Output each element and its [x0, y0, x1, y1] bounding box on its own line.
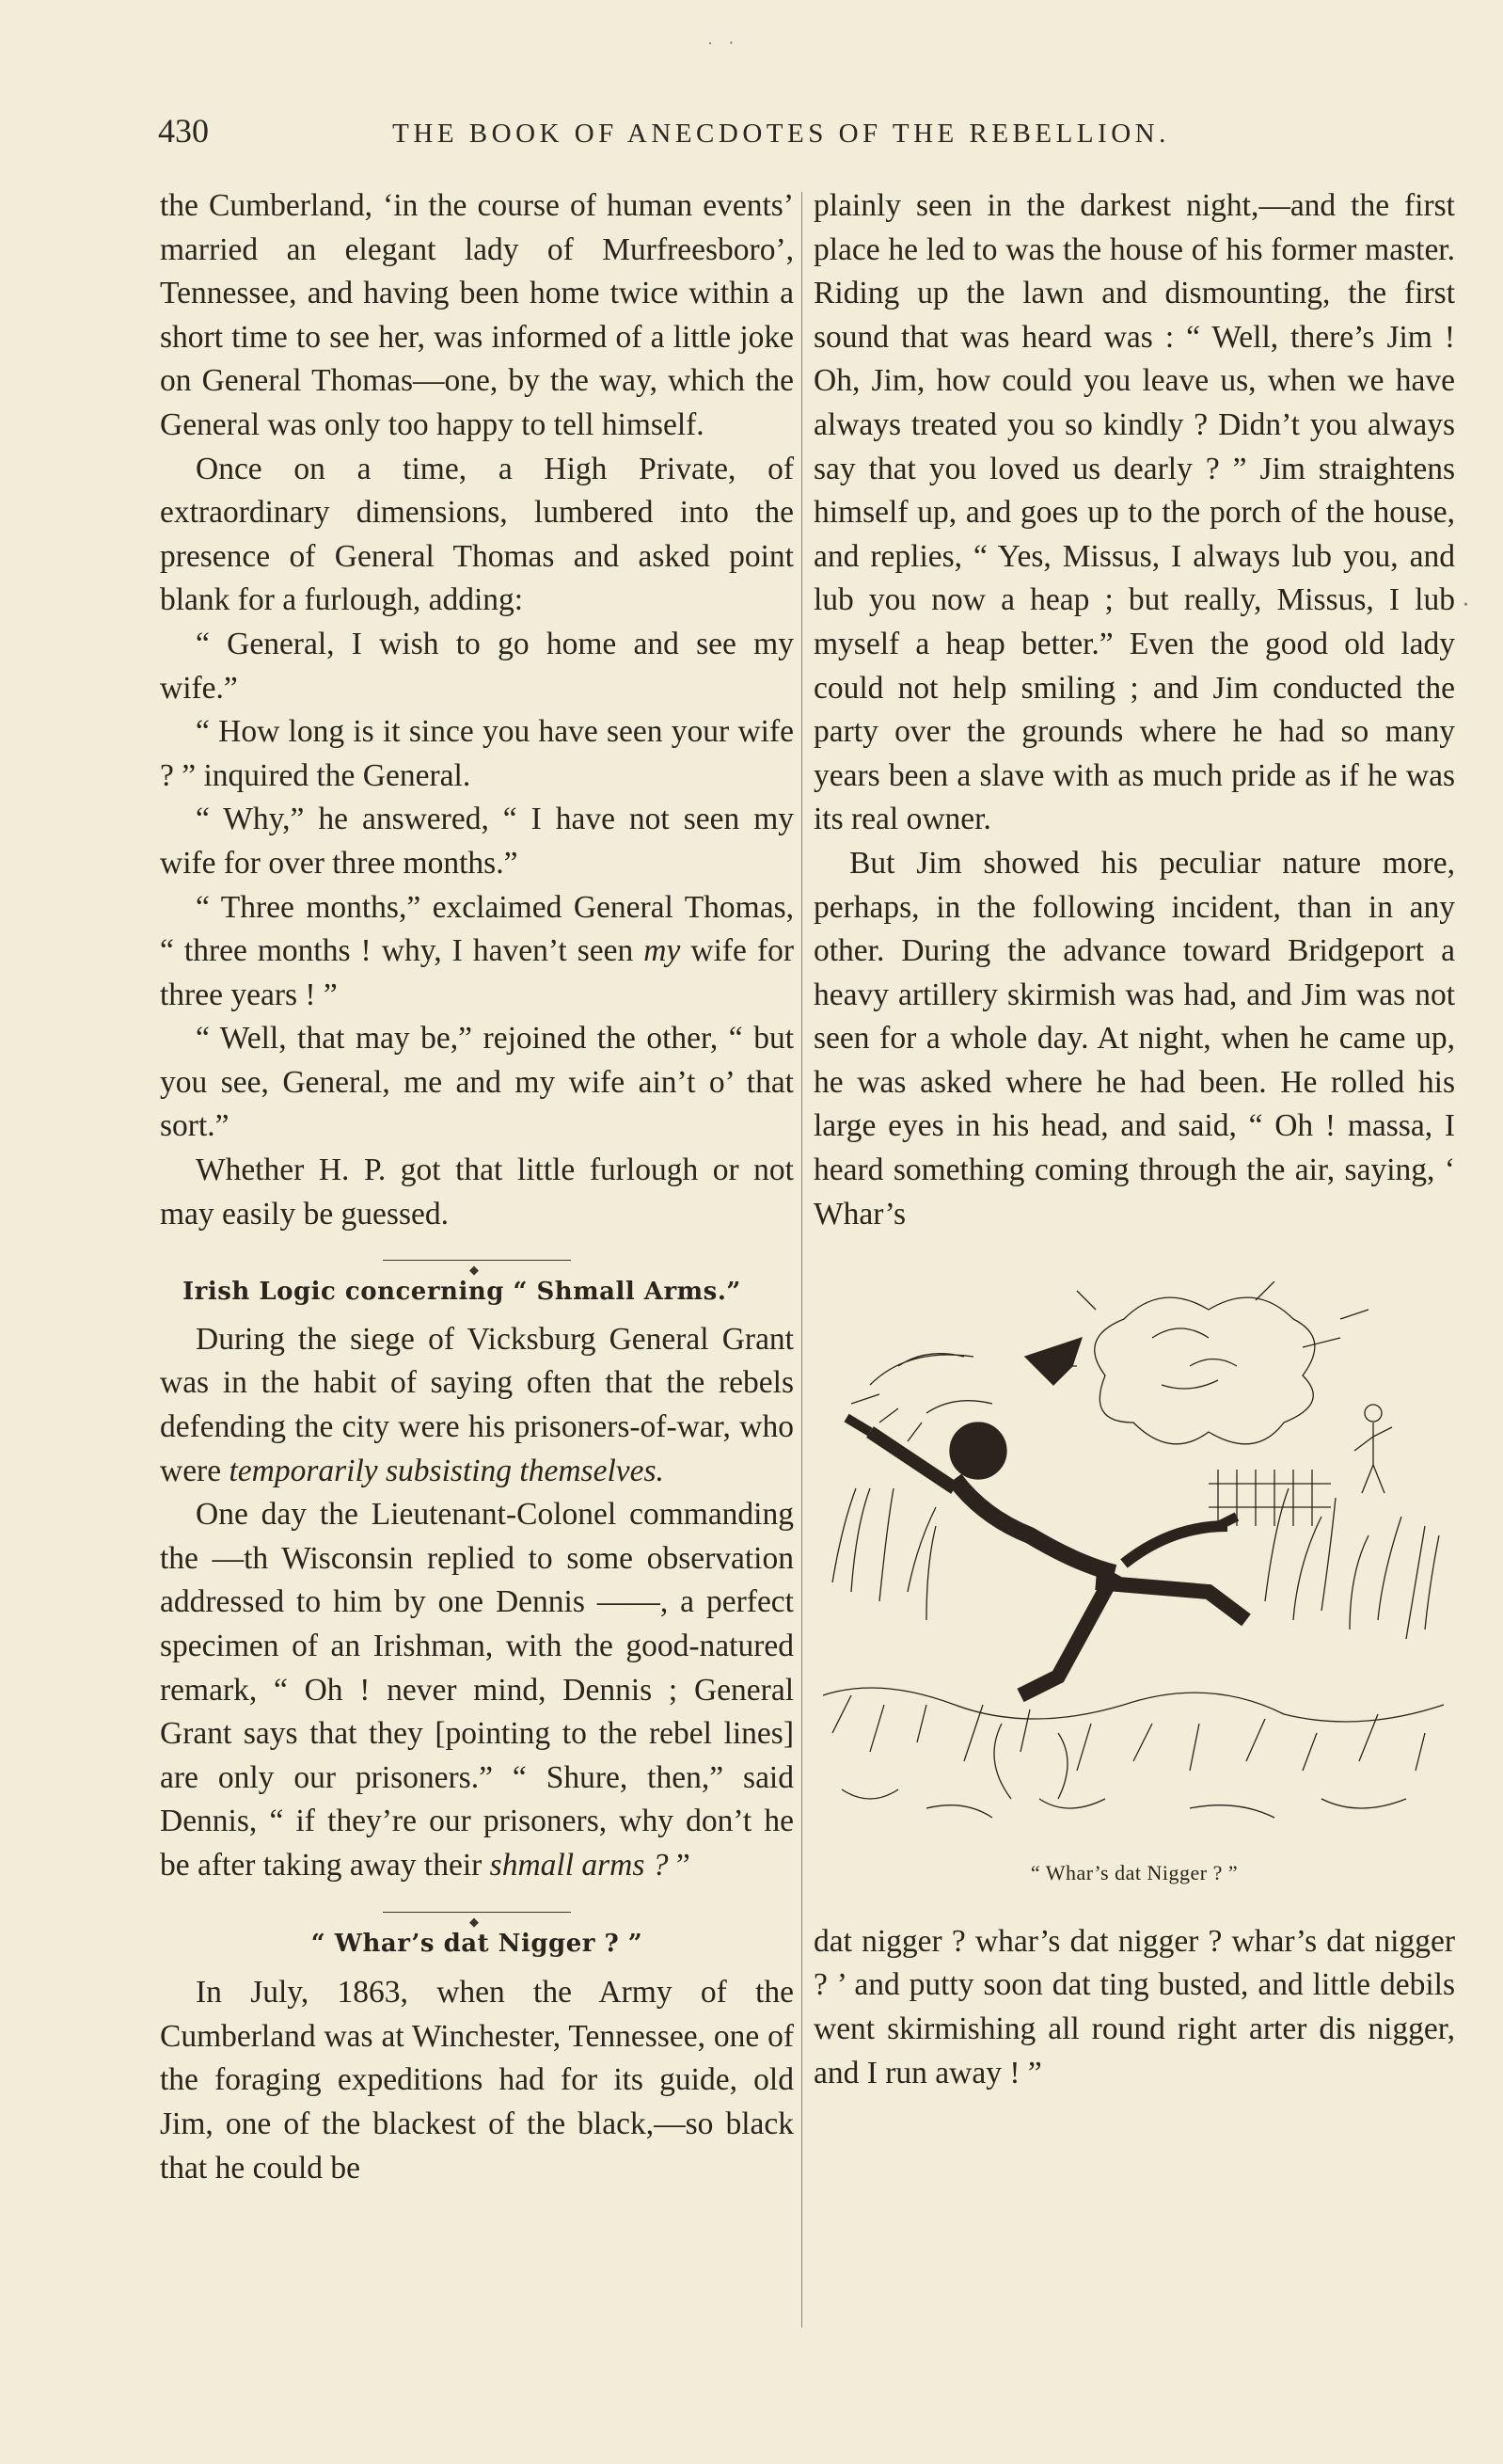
paragraph: Once on a time, a High Private, of extraordinary dimensions, lumbered into the presence of General Thomas and asked point blank for a furlough, adding: — [160, 451, 794, 618]
running-title: THE BOOK OF ANECDOTES OF THE REBELLION. — [392, 119, 1170, 149]
section-separator — [383, 1905, 571, 1918]
column-divider — [801, 192, 802, 2328]
emphasis: shmall arms ? — [489, 1847, 669, 1883]
illustration-caption: “ Whar’s dat Nigger ? ” — [1030, 1861, 1239, 1885]
section-heading: “ Whar’s dat Nigger ? ” — [310, 1929, 643, 1958]
print-specks: · ‧ — [707, 34, 740, 53]
page-header — [158, 111, 1324, 151]
paragraph: But Jim showed his peculiar nature more, perhaps, in the following incident, than in any other. During the advance toward Bridgeport a heavy artillery skirmish was had, and Jim was not seen for a whole day. At night, when he came up, he was asked where he had been. He rolled his large eyes in his head, and said, “ Oh ! massa, I heard something coming through the air, saying, ‘ Whar’s — [814, 845, 1455, 1232]
engraving-image — [814, 1281, 1455, 1846]
paragraph: In July, 1863, when the Army of the Cumberland was at Winchester, Tennessee, one of the foraging expeditions had for its guide, old Jim, one of the blackest of the black,—so black that he could be — [160, 1975, 794, 2186]
section-separator — [383, 1253, 571, 1266]
text-run: wife for three years ! ” — [160, 933, 795, 1012]
text-run: One day the Lieutenant-Colonel commanding the —th Wisconsin replied to some observation addressed to him by one Dennis ——, a perfect specimen of an Irishman, with the good-natured remark, “ Oh ! never mind, Dennis ; General Grant says that they [pointing to the rebel lines] are only our prisoners.” “ Shure, then,” said Dennis, “ if they’re our prisoners, why don’t he be after taking away their — [160, 1497, 794, 1883]
right-column — [814, 184, 1455, 2095]
emphasis: my — [643, 933, 681, 969]
text-run: During the siege of Vicksburg General Grant was in the habit of saying often that the rebels defending the city were his prisoners-of-war, who were — [160, 1321, 794, 1488]
section-heading: Irish Logic concerning “ Shmall Arms.” — [182, 1278, 741, 1307]
paragraph: dat nigger ? whar’s dat nigger ? whar’s dat nigger ? ’ and putty soon dat ting busted, and little debils went skirmishing all round right arter dis nigger, and I run away ! ” — [814, 1923, 1455, 2090]
paragraph: the Cumberland, ‘in the course of human events’ married an elegant lady of Murfreesboro’, Tennessee, and having been home twice within a short time to see her, was informed of a little joke on General Thomas—one, by the way, which the General was only too happy to tell himself. — [160, 188, 794, 442]
paragraph — [160, 1493, 794, 1887]
paragraph: Whether H. P. got that little furlough or not may easily be guessed. — [160, 1153, 794, 1232]
emphasis: temporarily subsisting themselves. — [229, 1453, 664, 1488]
paragraph: “ Well, that may be,” rejoined the other, “ but you see, General, me and my wife ain’t o’ that sort.” — [160, 1021, 794, 1144]
paragraph — [160, 886, 794, 1018]
page-number: 430 — [158, 112, 209, 150]
text-run: ” — [668, 1847, 690, 1883]
text-run: “ Three months,” exclaimed General Thomas, “ three months ! why, I haven’t seen — [160, 889, 794, 969]
left-column — [160, 184, 794, 2190]
paragraph: “ General, I wish to go home and see my wife.” — [160, 626, 794, 706]
margin-mark: • — [1463, 598, 1468, 612]
paragraph: “ How long is it since you have seen your wife ? ” inquired the General. — [160, 714, 794, 793]
paragraph: plainly seen in the darkest night,—and the first place he led to was the house of his former master. Riding up the lawn and dismounting, the first sound that was heard was : “ Well, there’s Jim ! Oh, Jim, how could you leave us, when we have always treated you so kindly ? Didn’t you always say that you loved us dearly ? ” Jim straightens himself up, and goes up to the porch of the house, and replies, “ Yes, Missus, I always lub you, and lub you now a heap ; but really, Missus, I lub myself a heap better.” Even the good old lady could not help smiling ; and Jim conducted the party over the grounds where he had so many years been a slave with as much pride as if he was its real owner. — [814, 188, 1455, 837]
paragraph — [160, 1318, 794, 1493]
paragraph: “ Why,” he answered, “ I have not seen my wife for over three months.” — [160, 802, 794, 881]
illustration — [814, 1281, 1455, 1846]
